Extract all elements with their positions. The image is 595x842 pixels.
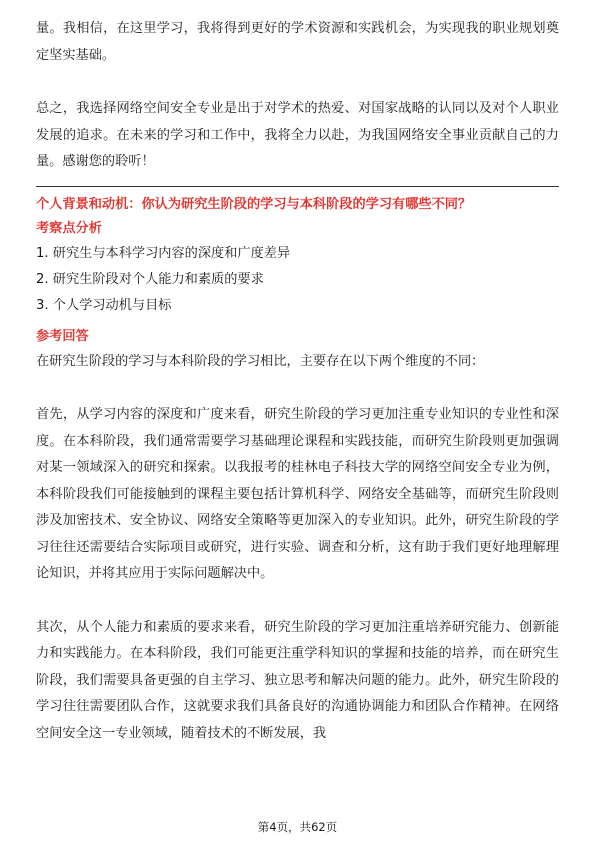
paragraph-gap (36, 375, 559, 402)
analysis-item-1: 1. 研究生与本科学习内容的深度和广度差异 (36, 245, 291, 261)
answer-paragraph-2: 首先，从学习内容的深度和广度来看，研究生阶段的学习更加注重专业知识的专业性和深度。在本科阶段，我们通常需要学习基础理论课程和实践技能，而研究生阶段则更加强调对某一领域深入的研究和探索。以我报考的桂林电子科技大学的网络空间安全专业为例，本科阶段我们可能接触到的课程主要包括计算机科学、网络安全基础等，而研究生阶段则涉及加密技术、安全协议、网络安全策略等更加深入的专业知识。此外，研究生阶段的学习往往还需要结合实际项目或研究，进行实验、调查和分析，这有助于我们更好地理解理论知识，并将其应用于实际问题解决中。 (36, 407, 559, 581)
intro-paragraph-1: 量。我相信，在这里学习，我将得到更好的学术资源和实践机会，为实现我的职业规划奠定坚实基础。 (36, 21, 559, 63)
analysis-item-3: 3. 个人学习动机与目标 (36, 297, 172, 313)
answer-paragraph-3: 其次，从个人能力和素质的要求来看，研究生阶段的学习更加注重培养研究能力、创新能力和实践能力。在本科阶段，我们可能更注重学科知识的掌握和技能的培养，而在研究生阶段，我们需要具备更强的自主学习、独立思考和解决问题的能力。此外，研究生阶段的学习往往需要团队合作，这就要求我们具备良好的沟通协调能力和团队合作精神。在网络空间安全这一专业领域，随着技术的不断发展，我 (36, 619, 559, 741)
answer-title: 参考回答 (36, 328, 89, 344)
section-divider (36, 186, 559, 187)
paragraph-gap (36, 588, 559, 615)
paragraph-gap (36, 69, 559, 96)
analysis-title: 考察点分析 (36, 220, 102, 236)
analysis-item-2: 2. 研究生阶段对个人能力和素质的要求 (36, 271, 264, 287)
page-content (36, 16, 559, 747)
question-heading: 个人背景和动机：你认为研究生阶段的学习与本科阶段的学习有哪些不同？ (36, 196, 472, 212)
intro-paragraph-2: 总之，我选择网络空间安全专业是出于对学术的热爱、对国家战略的认同以及对个人职业发展的追求。在未来的学习和工作中，我将全力以赴，为我国网络安全事业贡献自己的力量。感谢您的聆听！ (36, 101, 559, 169)
page-number-footer: 第4页，共62页 (257, 820, 338, 834)
answer-paragraph-1: 在研究生阶段的学习与本科阶段的学习相比，主要存在以下两个维度的不同： (36, 353, 485, 369)
